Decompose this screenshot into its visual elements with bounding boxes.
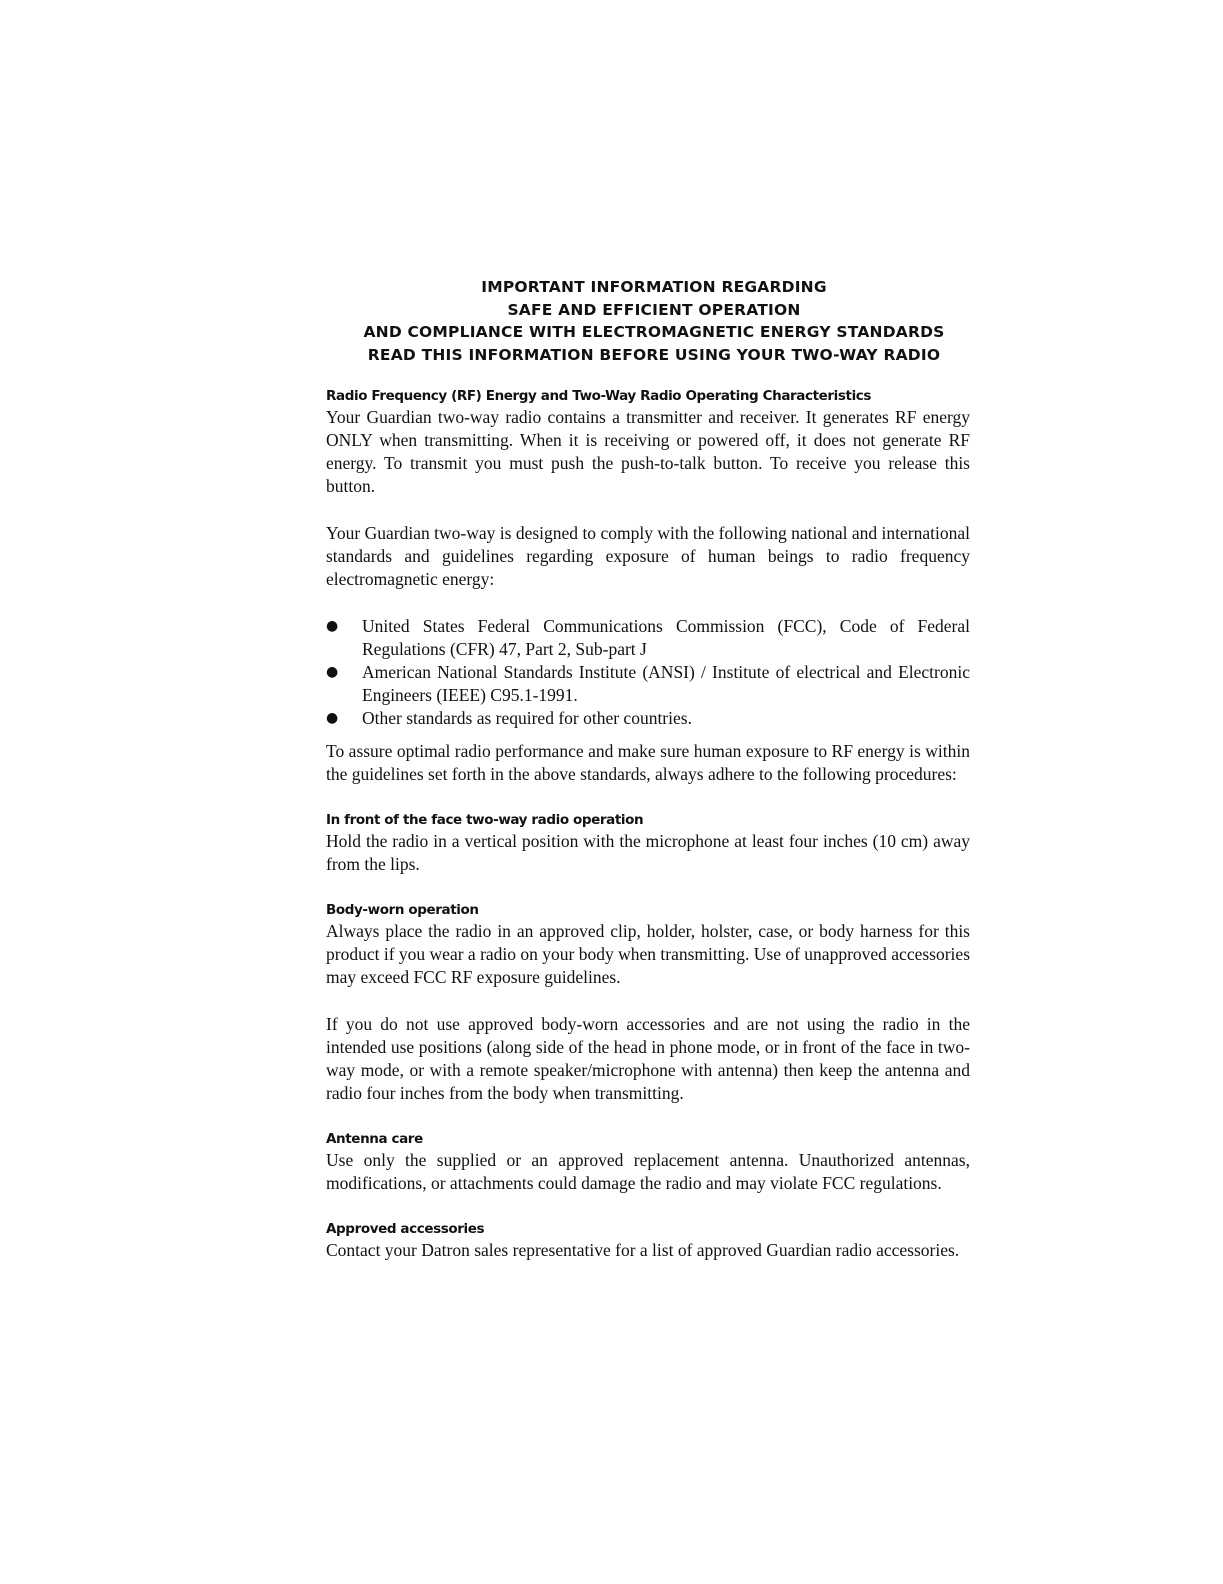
list-item	[326, 707, 970, 730]
list-item	[326, 661, 970, 707]
body-worn-paragraph-2: If you do not use approved body-worn accessories and are not using the radio in the intended use positions (along side of the head in phone mode, or in front of the face in two-way mode, or with a remote speaker/microphone with antenna) then keep the antenna and radio four inches from the body when transmitting.	[326, 1014, 970, 1103]
list-item	[326, 615, 970, 661]
list-item-text: Other standards as required for other countries.	[362, 708, 692, 728]
bullet-icon: ●	[326, 664, 339, 680]
standards-list	[326, 615, 970, 730]
document-body	[326, 386, 970, 1262]
title-line-2: SAFE AND EFFICIENT OPERATION	[507, 300, 801, 319]
bullet-icon: ●	[326, 710, 339, 726]
antenna-paragraph: Use only the supplied or an approved replacement antenna. Unauthorized antennas, modifications, or attachments could damage the radio and may violate FCC regulations.	[326, 1150, 970, 1193]
body-worn-paragraph-1: Always place the radio in an approved clip, holder, holster, case, or body harness for this product if you wear a radio on your body when transmitting. Use of unapproved accessories may exceed FCC RF exposure guidelines.	[326, 921, 970, 987]
document-title	[0, 276, 1223, 366]
section-heading-face: In front of the face two-way radio operation	[326, 812, 644, 828]
section-heading-accessories: Approved accessories	[326, 1221, 485, 1237]
section-heading-body-worn: Body-worn operation	[326, 902, 479, 918]
face-paragraph: Hold the radio in a vertical position with the microphone at least four inches (10 cm) away from the lips.	[326, 831, 970, 874]
title-line-4: READ THIS INFORMATION BEFORE USING YOUR TWO-WAY RADIO	[367, 345, 941, 364]
bullet-icon: ●	[326, 618, 339, 634]
list-item-text: American National Standards Institute (ANSI) / Institute of electrical and Electronic Engineers (IEEE) C95.1-1991.	[362, 662, 970, 705]
title-line-1: IMPORTANT INFORMATION REGARDING	[481, 278, 827, 296]
rf-paragraph-3: To assure optimal radio performance and make sure human exposure to RF energy is within the guidelines set forth in the above standards, always adhere to the following procedures:	[326, 741, 970, 784]
accessories-paragraph: Contact your Datron sales representative for a list of approved Guardian radio accessories.	[326, 1240, 960, 1260]
rf-paragraph-2: Your Guardian two-way is designed to comply with the following national and international standards and guidelines regarding exposure of human beings to radio frequency electromagnetic energy:	[326, 523, 970, 589]
list-item-text: United States Federal Communications Commission (FCC), Code of Federal Regulations (CFR) 47, Part 2, Sub-part J	[362, 616, 970, 659]
section-heading-antenna: Antenna care	[326, 1131, 423, 1147]
section-heading-rf: Radio Frequency (RF) Energy and Two-Way Radio Operating Characteristics	[326, 388, 872, 404]
rf-paragraph-1: Your Guardian two-way radio contains a transmitter and receiver. It generates RF energy ONLY when transmitting. When it is receiving or powered off, it does not generate RF energy. To transmit you must push the push-to-talk button. To receive you release this button.	[326, 407, 970, 496]
title-line-3: AND COMPLIANCE WITH ELECTROMAGNETIC ENERGY STANDARDS	[363, 323, 945, 341]
